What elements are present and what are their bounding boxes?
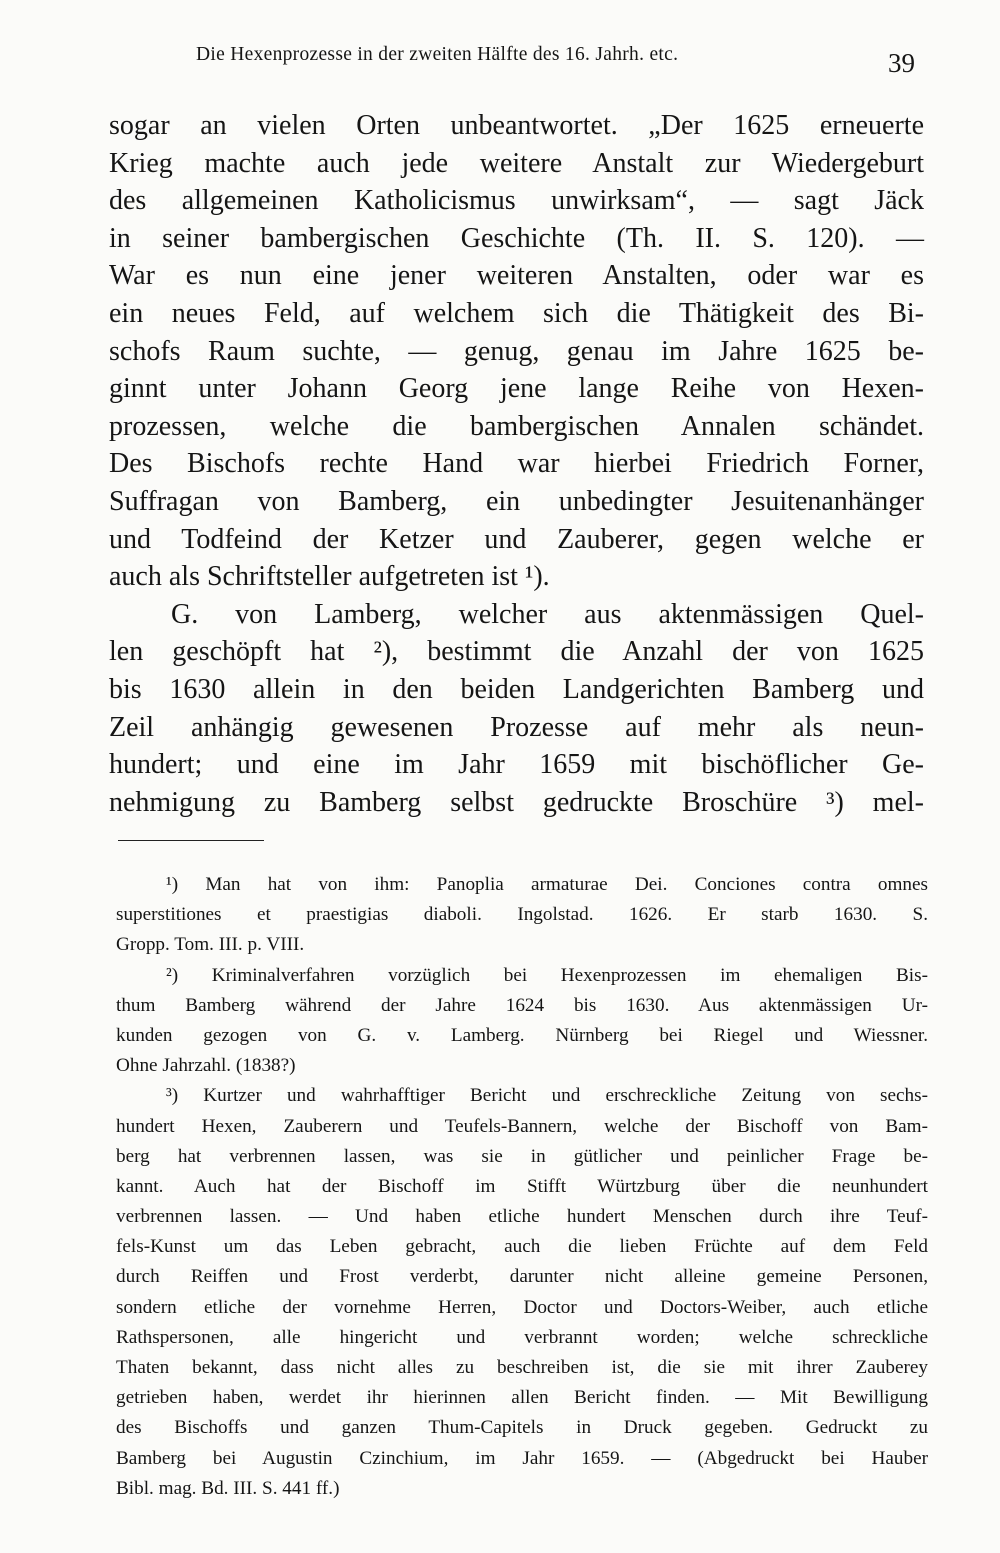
footnote-line: thum Bamberg während der Jahre 1624 bis 1630. Aus aktenmässigen Ur- xyxy=(116,994,928,1016)
footnotes xyxy=(116,870,928,1504)
footnote-line: verbrennen lassen. — Und haben etliche hundert Menschen durch ihre Teuf- xyxy=(116,1206,928,1228)
running-title: Die Hexenprozesse in der zweiten Hälfte des 16. Jahrh. etc. xyxy=(196,44,679,65)
footnote-line: kunden gezogen von G. v. Lamberg. Nürnberg bei Riegel und Wiessner. xyxy=(116,1024,928,1046)
main-text xyxy=(109,107,924,821)
text-line: Zeil anhängig gewesenen Prozesse auf mehr als neun- xyxy=(109,711,924,743)
text-line: und Todfeind der Ketzer und Zauberer, gegen welche er xyxy=(109,523,924,555)
footnote-line: des Bischoffs und ganzen Thum-Capitels in Druck gegeben. Gedruckt zu xyxy=(116,1417,928,1439)
page-number: 39 xyxy=(888,48,915,78)
text-line: G. von Lamberg, welcher aus aktenmässigen Quel- xyxy=(171,598,924,630)
footnote-line: durch Reiffen und Frost verderbt, darunter nicht alleine gemeine Personen, xyxy=(116,1266,928,1288)
footnote-line: Bamberg bei Augustin Czinchium, im Jahr 1659. — (Abgedruckt bei Hauber xyxy=(116,1447,928,1469)
footnote-line: Rathspersonen, alle hingericht und verbrannt worden; welche schreckliche xyxy=(116,1326,928,1348)
text-line: Suffragan von Bamberg, ein unbedingter Jesuitenanhänger xyxy=(109,485,924,517)
text-line: in seiner bambergischen Geschichte (Th. II. S. 120). — xyxy=(109,222,924,254)
footnote-line: ¹) Man hat von ihm: Panoplia armaturae Dei. Conciones contra omnes xyxy=(166,874,928,895)
footnote-line: ³) Kurtzer und wahrhafftiger Bericht und erschreckliche Zeitung von sechs- xyxy=(166,1085,928,1107)
footnote-separator xyxy=(118,840,264,841)
text-line: des allgemeinen Katholicismus unwirksam“, — sagt Jäck xyxy=(109,185,924,217)
footnote-line: fels-Kunst um das Leben gebracht, auch die lieben Früchte auf dem Feld xyxy=(116,1236,928,1258)
text-line: auch als Schriftsteller aufgetreten ist ¹). xyxy=(109,561,550,593)
text-line: bis 1630 allein in den beiden Landgerichten Bamberg und xyxy=(109,673,924,705)
text-line: len geschöpft hat ²), bestimmt die Anzahl der von 1625 xyxy=(109,636,924,668)
text-line: sogar an vielen Orten unbeantwortet. „Der 1625 erneuerte xyxy=(109,110,924,141)
footnote-line: Thaten bekannt, dass nicht alles zu beschreiben ist, die sie mit ihrer Zauberey xyxy=(116,1357,928,1378)
footnote-line: kannt. Auch hat der Bischoff im Stifft Würtzburg über die neunhundert xyxy=(116,1175,928,1197)
text-line: War es nun eine jener weiteren Anstalten, oder war es xyxy=(109,260,924,292)
text-line: Des Bischofs rechte Hand war hierbei Friedrich Forner, xyxy=(109,448,924,480)
text-line: ein neues Feld, auf welchem sich die Thätigkeit des Bi- xyxy=(109,297,924,329)
text-line: ginnt unter Johann Georg jene lange Reihe von Hexen- xyxy=(109,373,924,405)
text-line: hundert; und eine im Jahr 1659 mit bischöflicher Ge- xyxy=(109,749,924,781)
footnote-line: hundert Hexen, Zauberern und Teufels-Bannern, welche der Bischoff von Bam- xyxy=(116,1115,928,1137)
footnote-line: sondern etliche der vornehme Herren, Doctor und Doctors-Weiber, auch etliche xyxy=(116,1296,928,1318)
footnote-line: getrieben haben, werdet ihr hierinnen allen Bericht finden. — Mit Bewilligung xyxy=(116,1387,928,1409)
footnote-line: ²) Kriminalverfahren vorzüglich bei Hexenprozessen im ehemaligen Bis- xyxy=(166,964,928,986)
footnote-line: Ohne Jahrzahl. (1838?) xyxy=(116,1055,296,1077)
text-line: Krieg machte auch jede weitere Anstalt zur Wiedergeburt xyxy=(109,147,924,179)
footnote-line: superstitiones et praestigias diaboli. Ingolstad. 1626. Er starb 1630. S. xyxy=(116,904,928,926)
text-line: prozessen, welche die bambergischen Annalen schändet. xyxy=(109,410,924,442)
footnote-line: Bibl. mag. Bd. III. S. 441 ff.) xyxy=(116,1477,340,1499)
footnote-line: berg hat verbrennen lassen, was sie in gütlicher und peinlicher Frage be- xyxy=(116,1145,928,1167)
text-line: schofs Raum suchte, — genug, genau im Jahre 1625 be- xyxy=(109,335,924,367)
footnote-line: Gropp. Tom. III. p. VIII. xyxy=(116,934,305,956)
text-line: nehmigung zu Bamberg selbst gedruckte Broschüre ³) mel- xyxy=(109,786,924,818)
page-header xyxy=(0,38,1000,78)
